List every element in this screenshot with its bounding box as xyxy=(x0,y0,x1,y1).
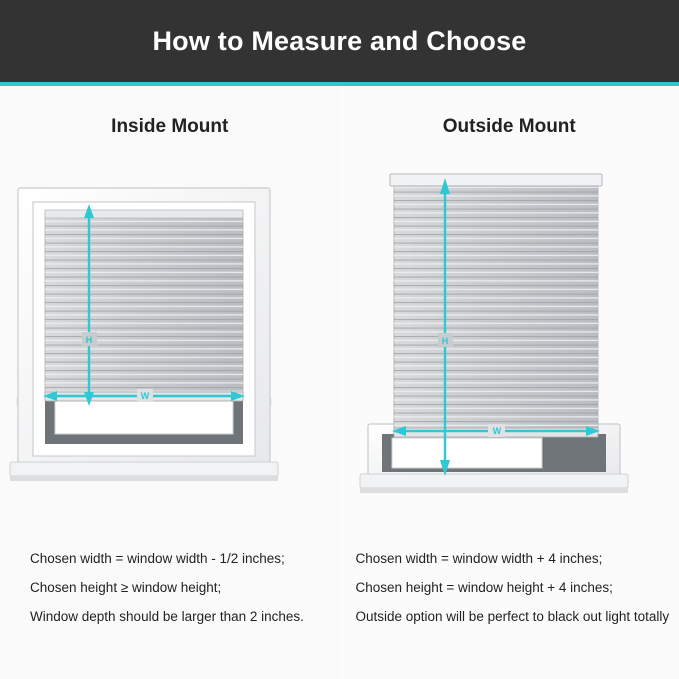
note-line: Outside option will be perfect to black out light totally xyxy=(355,609,670,624)
column-outside-mount xyxy=(340,86,679,679)
column-inside-mount xyxy=(0,86,340,679)
outside-mount-notes xyxy=(340,544,679,631)
inside-width-label: W xyxy=(140,391,150,401)
inside-mount-title: Inside Mount xyxy=(111,116,229,137)
note-line: Chosen height ≥ window height; xyxy=(30,580,222,595)
note-line: Chosen height = window height + 4 inches; xyxy=(355,580,613,595)
outside-height-label: H xyxy=(441,336,448,346)
outside-mount-illustration xyxy=(340,166,679,536)
outside-mount-svg xyxy=(340,166,679,536)
inside-height-label: H xyxy=(85,335,93,345)
page-title: How to Measure and Choose xyxy=(152,25,527,56)
columns-container xyxy=(0,86,679,679)
outside-width-label: W xyxy=(492,426,501,436)
inside-mount-illustration xyxy=(0,166,340,536)
note-line: Chosen width = window width - 1/2 inches; xyxy=(30,551,285,566)
inside-mount-svg xyxy=(0,166,339,536)
header-bar xyxy=(0,0,679,82)
inside-mount-notes xyxy=(0,544,340,631)
outside-mount-title: Outside Mount xyxy=(442,116,576,137)
note-line: Chosen width = window width + 4 inches; xyxy=(355,551,603,566)
note-line: Window depth should be larger than 2 inches. xyxy=(30,609,304,624)
